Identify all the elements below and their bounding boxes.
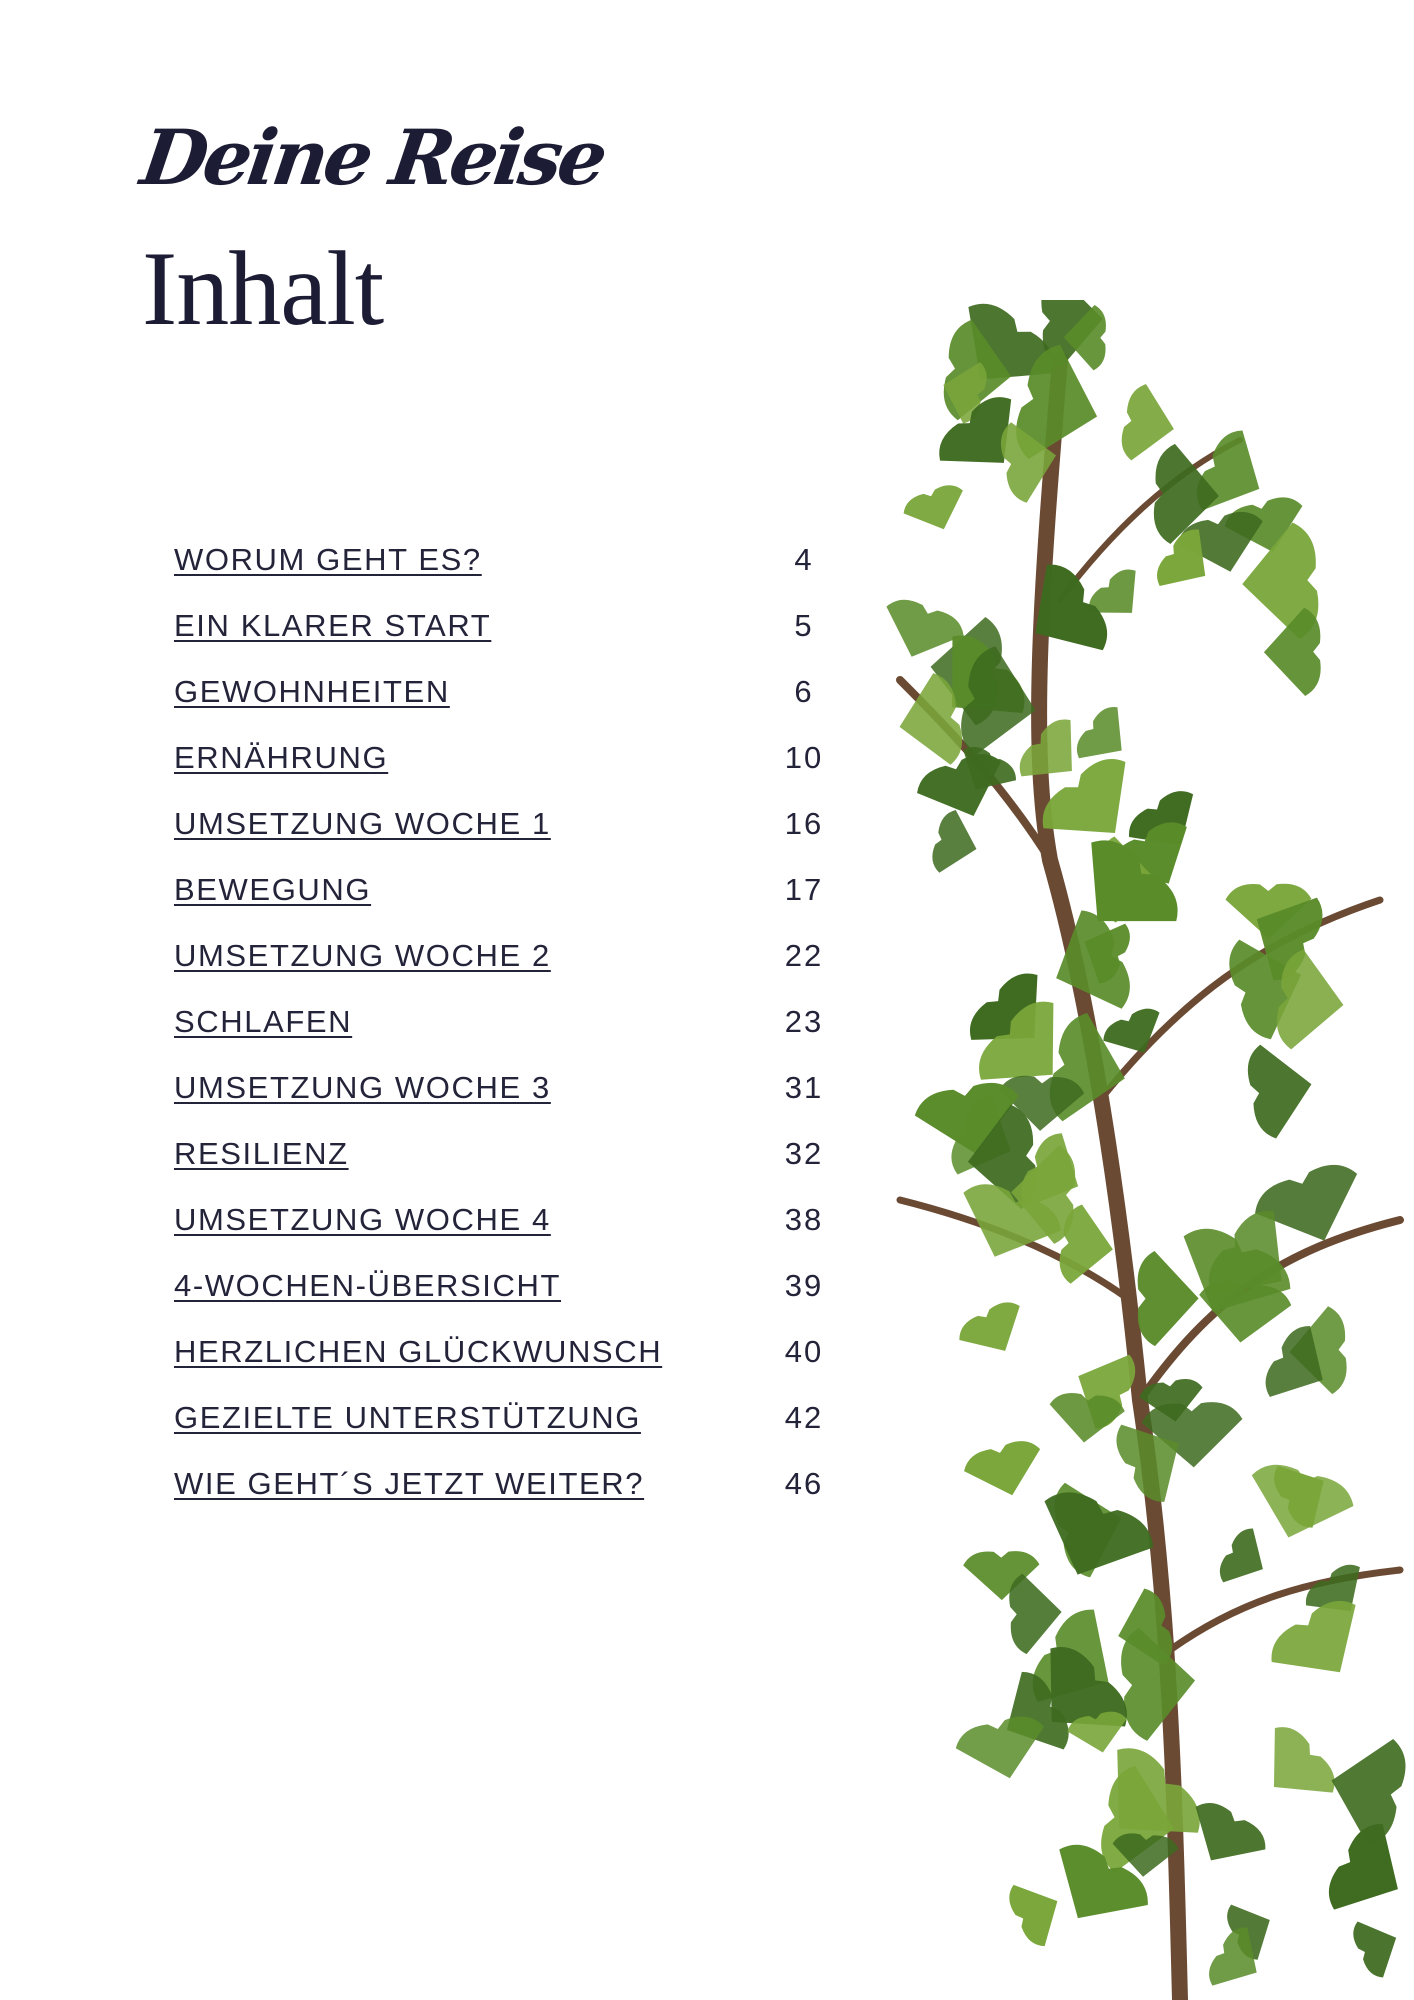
toc-entry-page: 22 bbox=[784, 938, 824, 973]
page-title: Inhalt bbox=[142, 230, 384, 347]
toc-entry[interactable] bbox=[174, 989, 834, 1055]
toc-entry[interactable] bbox=[174, 1451, 834, 1517]
ginkgo-leaf bbox=[1243, 1037, 1319, 1141]
toc-entry-page: 5 bbox=[794, 608, 814, 643]
ginkgo-leaf bbox=[1348, 1910, 1409, 1982]
toc-entry[interactable] bbox=[174, 791, 834, 857]
table-of-contents bbox=[174, 527, 834, 1517]
toc-entry-label[interactable]: ERNÄHRUNG bbox=[174, 740, 389, 775]
toc-entry-label[interactable]: RESILIENZ bbox=[174, 1136, 349, 1171]
script-title: Deine Reise bbox=[135, 113, 610, 202]
toc-entry-page: 32 bbox=[784, 1136, 824, 1171]
toc-entry[interactable] bbox=[174, 1121, 834, 1187]
toc-entry-page: 42 bbox=[784, 1400, 824, 1435]
toc-entry-page: 39 bbox=[784, 1268, 824, 1303]
toc-entry-page: 31 bbox=[784, 1070, 824, 1105]
ginkgo-leaf bbox=[1023, 1482, 1161, 1598]
ginkgo-leaf bbox=[1214, 1523, 1278, 1596]
toc-entry-page: 23 bbox=[784, 1004, 824, 1039]
toc-entry[interactable] bbox=[174, 1055, 834, 1121]
ginkgo-leaf bbox=[1046, 1391, 1126, 1446]
toc-entry-label[interactable]: EIN KLARER START bbox=[174, 608, 492, 643]
toc-entry[interactable] bbox=[174, 1319, 834, 1385]
toc-entry-label[interactable]: HERZLICHEN GLÜCKWUNSCH bbox=[174, 1334, 663, 1369]
toc-entry-page: 38 bbox=[784, 1202, 824, 1237]
toc-entry-page: 17 bbox=[784, 872, 824, 907]
toc-entry[interactable] bbox=[174, 1187, 834, 1253]
ginkgo-leaf bbox=[1007, 555, 1118, 676]
toc-entry-label[interactable]: WIE GEHT´S JETZT WEITER? bbox=[174, 1466, 645, 1501]
ginkgo-leaf bbox=[1261, 1590, 1381, 1701]
toc-entry[interactable] bbox=[174, 659, 834, 725]
toc-entry-label[interactable]: GEWOHNHEITEN bbox=[174, 674, 450, 709]
ginkgo-leaf bbox=[899, 480, 973, 541]
toc-entry-page: 46 bbox=[784, 1466, 824, 1501]
toc-entry-label[interactable]: UMSETZUNG WOCHE 3 bbox=[174, 1070, 551, 1105]
toc-entry-label[interactable]: GEZIELTE UNTERSTÜTZUNG bbox=[174, 1400, 641, 1435]
ginkgo-leaf bbox=[1245, 1718, 1344, 1820]
toc-entry-label[interactable]: UMSETZUNG WOCHE 1 bbox=[174, 806, 551, 841]
toc-entry-label[interactable]: WORUM GEHT ES? bbox=[174, 542, 482, 577]
toc-entry-label[interactable]: BEWEGUNG bbox=[174, 872, 372, 907]
ginkgo-leaf bbox=[953, 1295, 1035, 1368]
toc-entry[interactable] bbox=[174, 593, 834, 659]
toc-entry[interactable] bbox=[174, 1385, 834, 1451]
toc-entry[interactable] bbox=[174, 725, 834, 791]
toc-entry[interactable] bbox=[174, 923, 834, 989]
toc-entry-label[interactable]: SCHLAFEN bbox=[174, 1004, 353, 1039]
toc-entry[interactable] bbox=[174, 527, 834, 593]
toc-entry-page: 16 bbox=[784, 806, 824, 841]
ginkgo-leaf bbox=[960, 1435, 1050, 1506]
ginkgo-leaf bbox=[1008, 1572, 1064, 1655]
toc-entry-page: 40 bbox=[784, 1334, 824, 1369]
toc-entry[interactable] bbox=[174, 857, 834, 923]
toc-entry-label[interactable]: 4-WOCHEN-ÜBERSICHT bbox=[174, 1268, 562, 1303]
ginkgo-leaf bbox=[1003, 1870, 1073, 1951]
ginkgo-leaf bbox=[952, 1711, 1054, 1789]
toc-entry-page: 6 bbox=[794, 674, 814, 709]
ginkgo-leaf bbox=[928, 807, 985, 880]
ginkgo-leaf bbox=[1137, 1251, 1198, 1346]
ginkgo-leaf bbox=[1319, 1815, 1414, 1932]
toc-entry-page: 4 bbox=[794, 542, 814, 577]
toc-entry-page: 10 bbox=[784, 740, 824, 775]
branch-stem bbox=[1060, 440, 1240, 600]
toc-entry-label[interactable]: UMSETZUNG WOCHE 2 bbox=[174, 938, 551, 973]
ginkgo-branch-image bbox=[880, 300, 1414, 2000]
toc-entry-label[interactable]: UMSETZUNG WOCHE 4 bbox=[174, 1202, 551, 1237]
ginkgo-leaf bbox=[1238, 1457, 1359, 1553]
toc-entry[interactable] bbox=[174, 1253, 834, 1319]
